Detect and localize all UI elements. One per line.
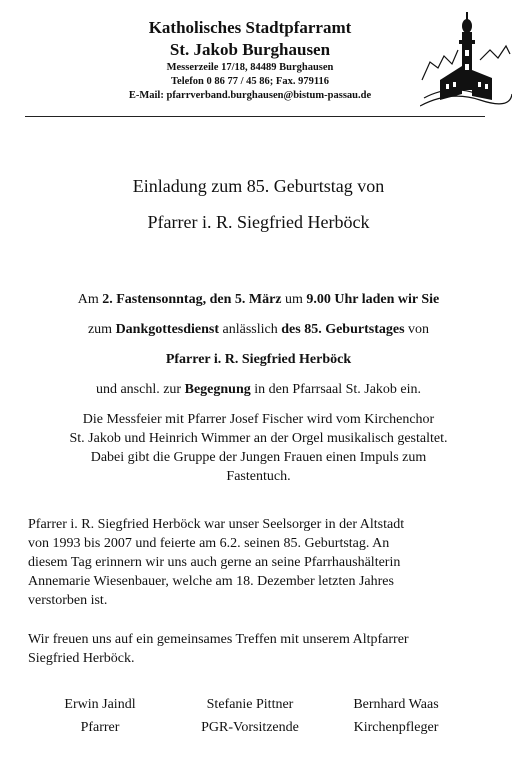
invite-line-honoree: Pfarrer i. R. Siegfried Herböck: [165, 352, 352, 367]
signature-name: Bernhard Waas: [353, 697, 439, 712]
signature-name: Erwin Jaindl: [64, 697, 136, 712]
invitation-subtitle: Pfarrer i. R. Siegfried Herböck: [147, 212, 370, 232]
church-tower-logo-icon: [420, 10, 512, 110]
header-divider: [25, 116, 485, 117]
signature-role: PGR-Vorsitzende: [201, 720, 299, 735]
invite-mass-details: Die Messfeier mit Pfarrer Josef Fischer wird vom Kirchenchor St. Jakob und Heinrich Wimmer an der Orgel musikalisch gestaltet. Dabei gibt die Gruppe der Jungen Frauen einen Impuls zum Fastentuch.: [69, 412, 448, 484]
header-title-line2: St. Jakob Burghausen: [169, 40, 331, 59]
header-address: Messerzeile 17/18, 84489 Burghausen: [166, 62, 334, 73]
paragraph-closing: Wir freuen uns auf ein gemeinsames Treffen mit unserem Altpfarrer Siegfried Herböck.: [28, 632, 409, 666]
invitation-title: Einladung zum 85. Geburtstag von: [132, 176, 385, 196]
header-title-line1: Katholisches Stadtpfarramt: [148, 18, 352, 37]
signature-role: Kirchenpfleger: [353, 720, 439, 735]
invite-line-service: zum Dankgottesdienst anlässlich des 85. Geburtstages von: [87, 322, 430, 337]
header-phone: Telefon 0 86 77 / 45 86; Fax. 979116: [171, 76, 329, 87]
signature-role: Pfarrer: [80, 720, 120, 735]
invite-line-meeting: und anschl. zur Begegnung in den Pfarrsaal St. Jakob ein.: [95, 382, 422, 397]
signature-name: Stefanie Pittner: [206, 697, 294, 712]
header-email: E-Mail: pfarrverband.burghausen@bistum-passau.de: [128, 90, 372, 101]
paragraph-biography: Pfarrer i. R. Siegfried Herböck war unser Seelsorger in der Altstadt von 1993 bis 2007 und feierte am 6.2. seinen 85. Geburtstag. An diesem Tag erinnern wir uns auch gerne an seine Pfarrhaushälterin Annemarie Wiesenbauer, welche am 18. Dezember letzten Jahres verstorben ist.: [28, 517, 405, 608]
invite-line-date: Am 2. Fastensonntag, den 5. März um 9.00 Uhr laden wir Sie: [77, 292, 440, 307]
